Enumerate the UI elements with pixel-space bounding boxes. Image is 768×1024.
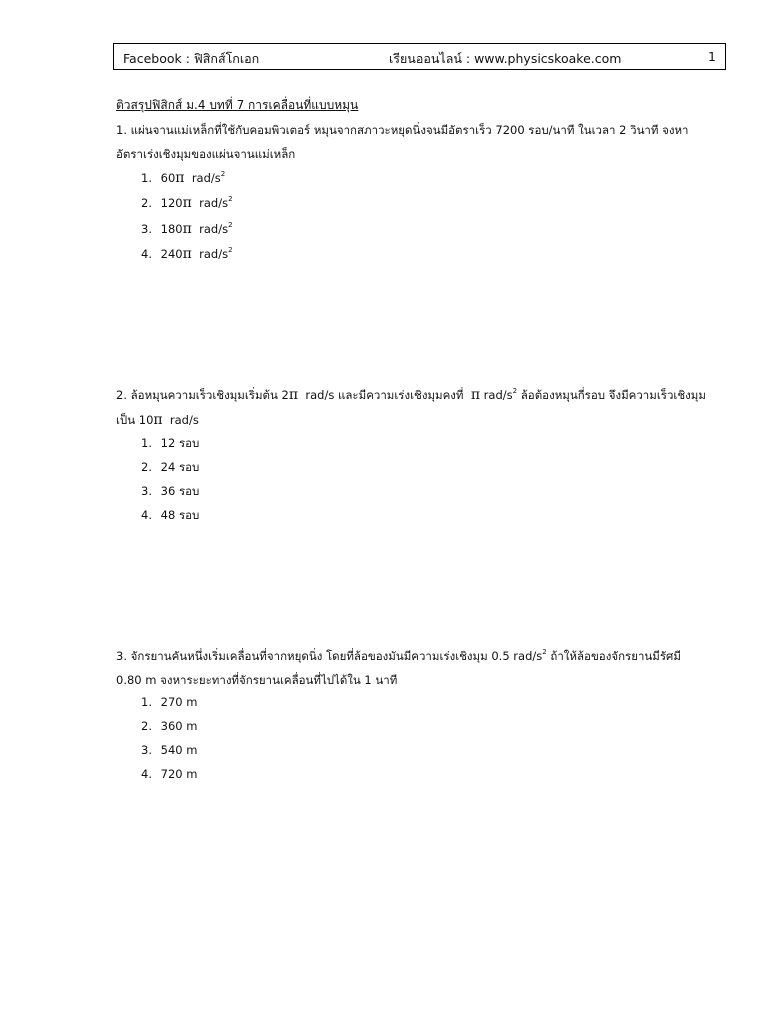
question-1-option-2: 2. 120π rad/$s^2$: [141, 195, 233, 211]
pi-symbol: π: [182, 221, 192, 237]
question-3-line-1: 3. จักรยานคันหนึ่งเริ่มเคลื่อนที่จากหยุดนิ่ง โดยที่ล้อของมันมีความเร่งเชิงมุม 0.5 rad/$s^2$ ถ้าให้ล้อของจักรยานมีรัศมี: [116, 648, 681, 663]
question-1-line-2: อัตราเร่งเชิงมุมของแผ่นจานแม่เหล็ก: [116, 147, 296, 161]
question-2-option-2: 2. 24 รอบ: [141, 460, 200, 474]
header-website: เรียนออนไลน์ : www.physicskoake.com: [389, 51, 622, 66]
page-header: [113, 43, 726, 70]
question-3-option-3: 3. 540 m: [141, 743, 198, 757]
question-3-option-2: 2. 360 m: [141, 719, 198, 733]
pi-symbol: π: [288, 387, 299, 403]
question-2-option-1: 1. 12 รอบ: [141, 436, 200, 450]
header-facebook: Facebook : ฟิสิกส์โกเอก: [123, 51, 260, 66]
question-2-line-1: 2. ล้อหมุนความเร็วเชิงมุมเริ่มต้น 2π rad/s และมีความเร่งเชิงมุมคงที่ π rad/$s^2$ ล้อต้องหมุนกี่รอบ จึงมีความเร็วเชิงมุม: [116, 387, 706, 403]
question-3-option-1: 1. 270 m: [141, 695, 198, 709]
pi-symbol: π: [182, 195, 192, 211]
question-2-option-4: 4. 48 รอบ: [141, 508, 200, 522]
question-1-option-4: 4. 240π rad/$s^2$: [141, 246, 233, 262]
pi-symbol: π: [470, 387, 481, 403]
pi-symbol: π: [175, 170, 185, 186]
page-title: ติวสรุปฟิสิกส์ ม.4 บทที่ 7 การเคลื่อนที่แบบหมุน: [116, 98, 359, 112]
question-1-option-3: 3. 180π rad/$s^2$: [141, 221, 233, 237]
question-1-option-1: 1. 60π rad/$s^2$: [141, 170, 226, 186]
question-2-line-2: เป็น 10π rad/s: [116, 412, 199, 428]
header-page-number: 1: [708, 49, 716, 64]
question-2-option-3: 3. 36 รอบ: [141, 484, 200, 498]
question-1-line-1: 1. แผ่นจานแม่เหล็กที่ใช้กับคอมพิวเตอร์ หมุนจากสภาวะหยุดนิ่งจนมีอัตราเร็ว 7200 รอบ/นาที ในเวลา 2 วินาที จงหา: [116, 123, 689, 137]
pi-symbol: π: [153, 412, 163, 428]
pi-symbol: π: [182, 246, 192, 262]
question-3-option-4: 4. 720 m: [141, 767, 198, 781]
question-3-line-2: 0.80 m จงหาระยะทางที่จักรยานเคลื่อนที่ไปได้ใน 1 นาที: [116, 673, 398, 687]
